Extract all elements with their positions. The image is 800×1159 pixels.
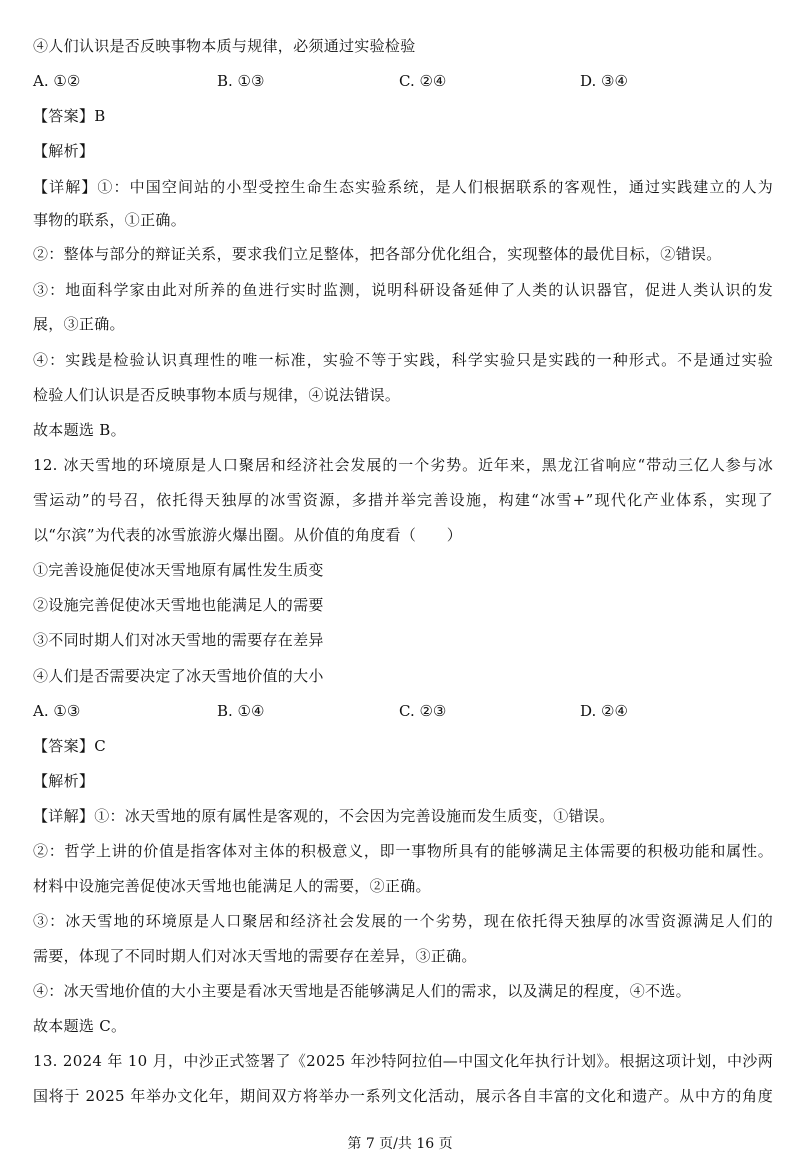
q12-explanation-2-cont: 材料中设施完善促使冰天雪地也能满足人的需要，②正确。 (33, 877, 431, 895)
q12-option-d: D. ②④ (580, 702, 628, 720)
q12-explanation-3: ③：冰天雪地的环境原是人口聚居和经济社会发展的一个劣势，现在依托得天独厚的冰雪资源满足人们的 (33, 912, 773, 930)
q11-explanation-4: ④：实践是检验认识真理性的唯一标准，实验不等于实践，科学实验只是实践的一种形式。不是通过实验 (33, 351, 773, 369)
q11-analysis-heading: 【解析】 (33, 142, 95, 160)
q12-explanation-3-cont: 需要，体现了不同时期人们对冰天雪地的需要存在差异，③正确。 (33, 947, 477, 965)
q11-option-c: C. ②④ (399, 72, 447, 90)
q12-options (33, 700, 773, 722)
q12-explanation-2: ②：哲学上讲的价值是指客体对主体的积极意义，即一事物所具有的能够满足主体需要的积极功能和属性。 (33, 842, 773, 860)
q12-explanation-1: 【详解】①：冰天雪地的原有属性是客观的，不会因为完善设施而发生质变，①错误。 (33, 807, 615, 825)
q11-conclusion: 故本题选 B。 (33, 421, 126, 439)
q12-stem-2: 雪运动”的号召，依托得天独厚的冰雪资源，多措并举完善设施，构建“冰雪+”现代化产业体系，实现了 (33, 491, 773, 509)
q11-explanation-3-cont: 展，③正确。 (33, 315, 125, 333)
q12-statement-2: ②设施完善促使冰天雪地也能满足人的需要 (33, 596, 324, 614)
q11-explanation-1: 【详解】①：中国空间站的小型受控生命生态实验系统，是人们根据联系的客观性，通过实践建立的人为 (33, 178, 773, 196)
q12-statement-1: ①完善设施促使冰天雪地原有属性发生质变 (33, 561, 324, 579)
q12-stem-1: 12. 冰天雪地的环境原是人口聚居和经济社会发展的一个劣势。近年来，黑龙江省响应“带动三亿人参与冰 (33, 456, 773, 474)
q12-stem-3: 以“尔滨”为代表的冰雪旅游火爆出圈。从价值的角度看（ ） (33, 526, 463, 544)
q11-explanation-4-cont: 检验人们认识是否反映事物本质与规律，④说法错误。 (33, 386, 401, 404)
q12-option-b: B. ①④ (217, 702, 265, 720)
q12-option-a: A. ①③ (33, 702, 81, 720)
q11-explanation-2: ②：整体与部分的辩证关系，要求我们立足整体，把各部分优化组合，实现整体的最优目标，②错误。 (33, 245, 722, 263)
q11-option-d: D. ③④ (580, 72, 628, 90)
q11-answer: 【答案】B (33, 107, 106, 125)
page-number-footer: 第 7 页/共 16 页 (347, 1136, 453, 1152)
q12-analysis-heading: 【解析】 (33, 772, 95, 790)
q12-explanation-4: ④：冰天雪地价值的大小主要是看冰天雪地是否能够满足人们的需求，以及满足的程度，④不选。 (33, 982, 691, 1000)
q12-answer: 【答案】C (33, 737, 106, 755)
q13-stem-1: 13. 2024 年 10 月，中沙正式签署了《2025 年沙特阿拉伯—中国文化年执行计划》。根据这项计划，中沙两 (33, 1052, 773, 1070)
q12-conclusion: 故本题选 C。 (33, 1017, 127, 1035)
q11-option-b: B. ①③ (217, 72, 265, 90)
q11-explanation-1-cont: 事物的联系，①正确。 (33, 211, 187, 229)
q12-option-c: C. ②③ (399, 702, 447, 720)
q11-statement-4: ④人们认识是否反映事物本质与规律，必须通过实验检验 (33, 37, 416, 55)
q11-explanation-3: ③：地面科学家由此对所养的鱼进行实时监测，说明科研设备延伸了人类的认识器官，促进人类认识的发 (33, 281, 773, 299)
q11-option-a: A. ①② (33, 72, 81, 90)
q13-stem-2: 国将于 2025 年举办文化年，期间双方将举办一系列文化活动，展示各自丰富的文化和遗产。从中方的角度 (33, 1087, 773, 1105)
q11-options (33, 70, 773, 92)
q12-statement-4: ④人们是否需要决定了冰天雪地价值的大小 (33, 667, 324, 685)
q12-statement-3: ③不同时期人们对冰天雪地的需要存在差异 (33, 631, 324, 649)
